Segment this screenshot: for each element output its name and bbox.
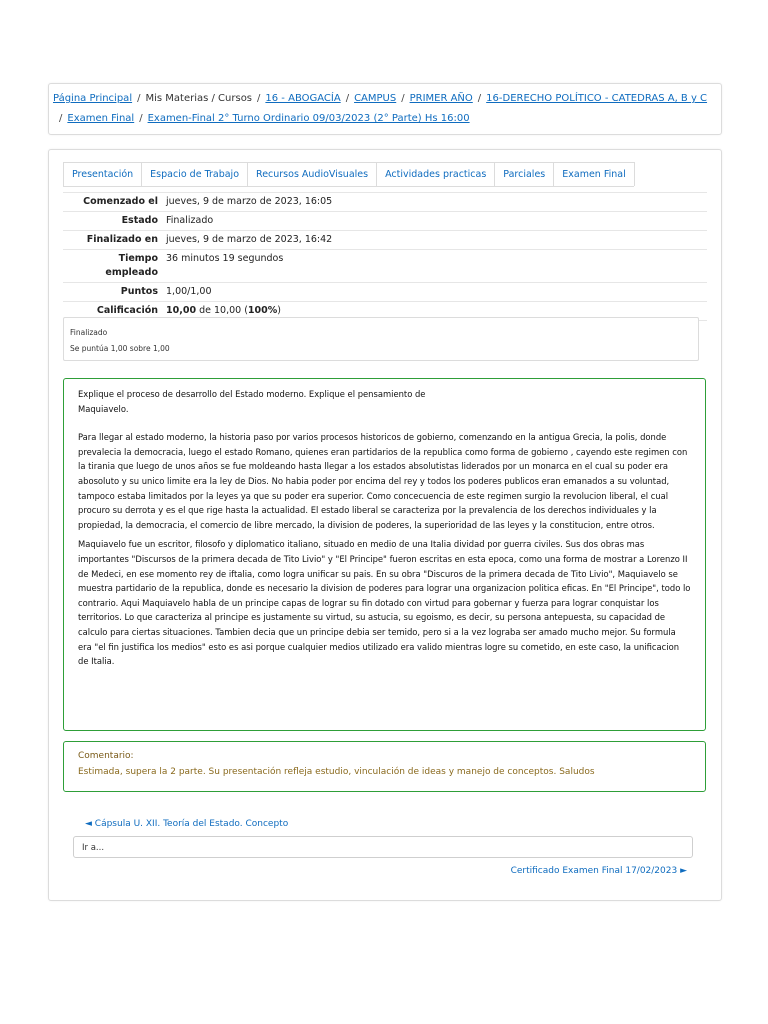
comment-text: Estimada, supera la 2 parte. Su presentación refleja estudio, vinculación de ideas y manejo de conceptos. Saludos	[78, 767, 595, 777]
comment-label: Comentario:	[78, 751, 134, 761]
answer-paragraph-2: Maquiavelo fue un escritor, filosofo y diplomatico italiano, situado en medio de una Italia dividad por guerra civiles. Sus dos obras mas importantes "Discursos de la primera decada de Tito Livio" y "El Principe" fueron escritas en esta epoca, como una forma de mostrar a Lorenzo II de Medeci, en ese momento rey de iftalia, como logra unificar su pais. En su obra "Discuros de la primera decada de Tito Livio", Maquiavelo se muestra partidario de la republica, donde es necesario la division de poderes para lograr una organizacion politica eficas. En "El Principe", todo lo contrario. Aqui Maquiavelo habla de un principe capas de lograr su fin dotado con virtud para gobernar y fuerza para lograr conquistar los territorios. Lo que caracteriza al principe es justamente su virtud, su astucia, su egoismo, es decir, su persona antepuesta, su capacidad de calculo para ciertas situaciones. Tambien decia que un principe debia ser temido, pero si a la vez lograba ser amado mucho mejor. Su formula era "el fin justifica los medios" esto es asi porque cualquier medios utilizado era valido mientras logre su cometido, en este caso, la unificacion de Italia.	[78, 539, 691, 667]
breadcrumb	[48, 83, 722, 135]
breadcrumb-abogacia-link[interactable]: 16 - ABOGACÍA	[265, 93, 341, 104]
jump-to-select[interactable]: Ir a...	[73, 836, 693, 858]
tab-presentacion[interactable]: Presentación	[63, 162, 142, 186]
summary-value-points: 1,00/1,00	[162, 283, 707, 302]
summary-key-started: Comenzado el	[63, 193, 162, 212]
breadcrumb-separator: /	[257, 93, 261, 104]
summary-key-time: Tiempo empleado	[63, 250, 162, 283]
breadcrumb-separator: /	[477, 93, 482, 104]
summary-key-state: Estado	[63, 212, 162, 231]
course-tabs	[63, 162, 634, 187]
grade-end: )	[277, 305, 281, 316]
grade-percent: 100%	[247, 305, 278, 316]
breadcrumb-home-link[interactable]: Página Principal	[53, 93, 133, 104]
answer-content	[78, 387, 692, 669]
tab-espacio-de-trabajo[interactable]: Espacio de Trabajo	[141, 162, 248, 186]
breadcrumb-primer-ano-link[interactable]: PRIMER AÑO	[409, 93, 473, 104]
question-text-line-2: Maquiavelo.	[78, 403, 129, 414]
tab-actividades-practicas[interactable]: Actividades practicas	[376, 162, 495, 186]
tab-examen-final[interactable]: Examen Final	[553, 162, 634, 186]
breadcrumb-exam-link[interactable]: Examen-Final 2° Turno Ordinario 09/03/2023 (2° Parte) Hs 16:00	[147, 113, 470, 124]
next-activity-link[interactable]: Certificado Examen Final 17/02/2023 ►	[510, 866, 687, 876]
attempt-summary-table	[63, 192, 707, 321]
summary-key-finished: Finalizado en	[63, 231, 162, 250]
comment-box	[63, 741, 706, 792]
question-info-box	[63, 317, 699, 361]
summary-key-grade: Calificación	[63, 302, 162, 321]
summary-key-points: Puntos	[63, 283, 162, 302]
previous-activity-link[interactable]: ◄ Cápsula U. XII. Teoría del Estado. Concepto	[85, 819, 289, 829]
breadcrumb-line-2	[53, 112, 470, 126]
breadcrumb-separator: /	[139, 113, 143, 124]
answer-box	[63, 378, 706, 731]
breadcrumb-separator: /	[137, 93, 141, 104]
breadcrumb-separator: /	[401, 93, 405, 104]
table-row	[63, 283, 707, 302]
grade-score: 10,00	[166, 305, 197, 316]
breadcrumb-separator: /	[59, 113, 63, 124]
table-row	[63, 250, 707, 283]
breadcrumb-separator: /	[345, 93, 350, 104]
question-text-line-1: Explique el proceso de desarrollo del Estado moderno. Explique el pensamiento de	[78, 389, 426, 399]
grade-middle: de 10,00 (	[196, 305, 248, 316]
tab-recursos-audiovisuales[interactable]: Recursos AudioVisuales	[247, 162, 377, 186]
table-row	[63, 193, 707, 212]
exam-review-panel	[48, 149, 722, 901]
breadcrumb-exam-section-link[interactable]: Examen Final	[67, 113, 135, 124]
table-row	[63, 231, 707, 250]
question-grade: Se puntúa 1,00 sobre 1,00	[70, 344, 170, 353]
breadcrumb-campus-link[interactable]: CAMPUS	[354, 93, 397, 104]
breadcrumb-course-link[interactable]: 16-DERECHO POLÍTICO - CATEDRAS A, B y C	[486, 93, 708, 104]
breadcrumb-line-1	[53, 92, 707, 106]
tab-parciales[interactable]: Parciales	[494, 162, 554, 186]
summary-value-time: 36 minutos 19 segundos	[162, 250, 707, 283]
question-state: Finalizado	[70, 328, 108, 337]
summary-value-started: jueves, 9 de marzo de 2023, 16:05	[162, 193, 707, 212]
table-row	[63, 212, 707, 231]
summary-value-finished: jueves, 9 de marzo de 2023, 16:42	[162, 231, 707, 250]
answer-paragraph-1: Para llegar al estado moderno, la historia paso por varios procesos historicos de gobierno, comenzando en la antigua Grecia, la polis, donde prevalecia la democracia, luego el estado Romano, quienes eran partidarios de la republica como forma de gobierno , cayendo este regimen con la tirania que luego de unos años se fue moldeando hasta llegar a los estados absolutistas liderados por un monarca en el cual su poder era abosoluto y su unico limite era la ley de Dios. No habia poder por encima del rey y todos los poderes publicos eran emanados a su voluntad, tampoco estaba limitados por la leyes ya que su poder era superior. Como concecuencia de este regimen surgio la revolucion liberal, el cual procuro su derrota y es el que rige hasta la actualidad. El estado liberal se caracteriza por la prevalencia de los derechos individuales y la propiedad, la democracia, el comercio de libre mercado, la division de poderes, la superioridad de las leyes y la constitucion, entre otros.	[78, 432, 688, 530]
breadcrumb-courses-text: Mis Materias / Cursos	[145, 93, 253, 104]
summary-value-state: Finalizado	[162, 212, 707, 231]
